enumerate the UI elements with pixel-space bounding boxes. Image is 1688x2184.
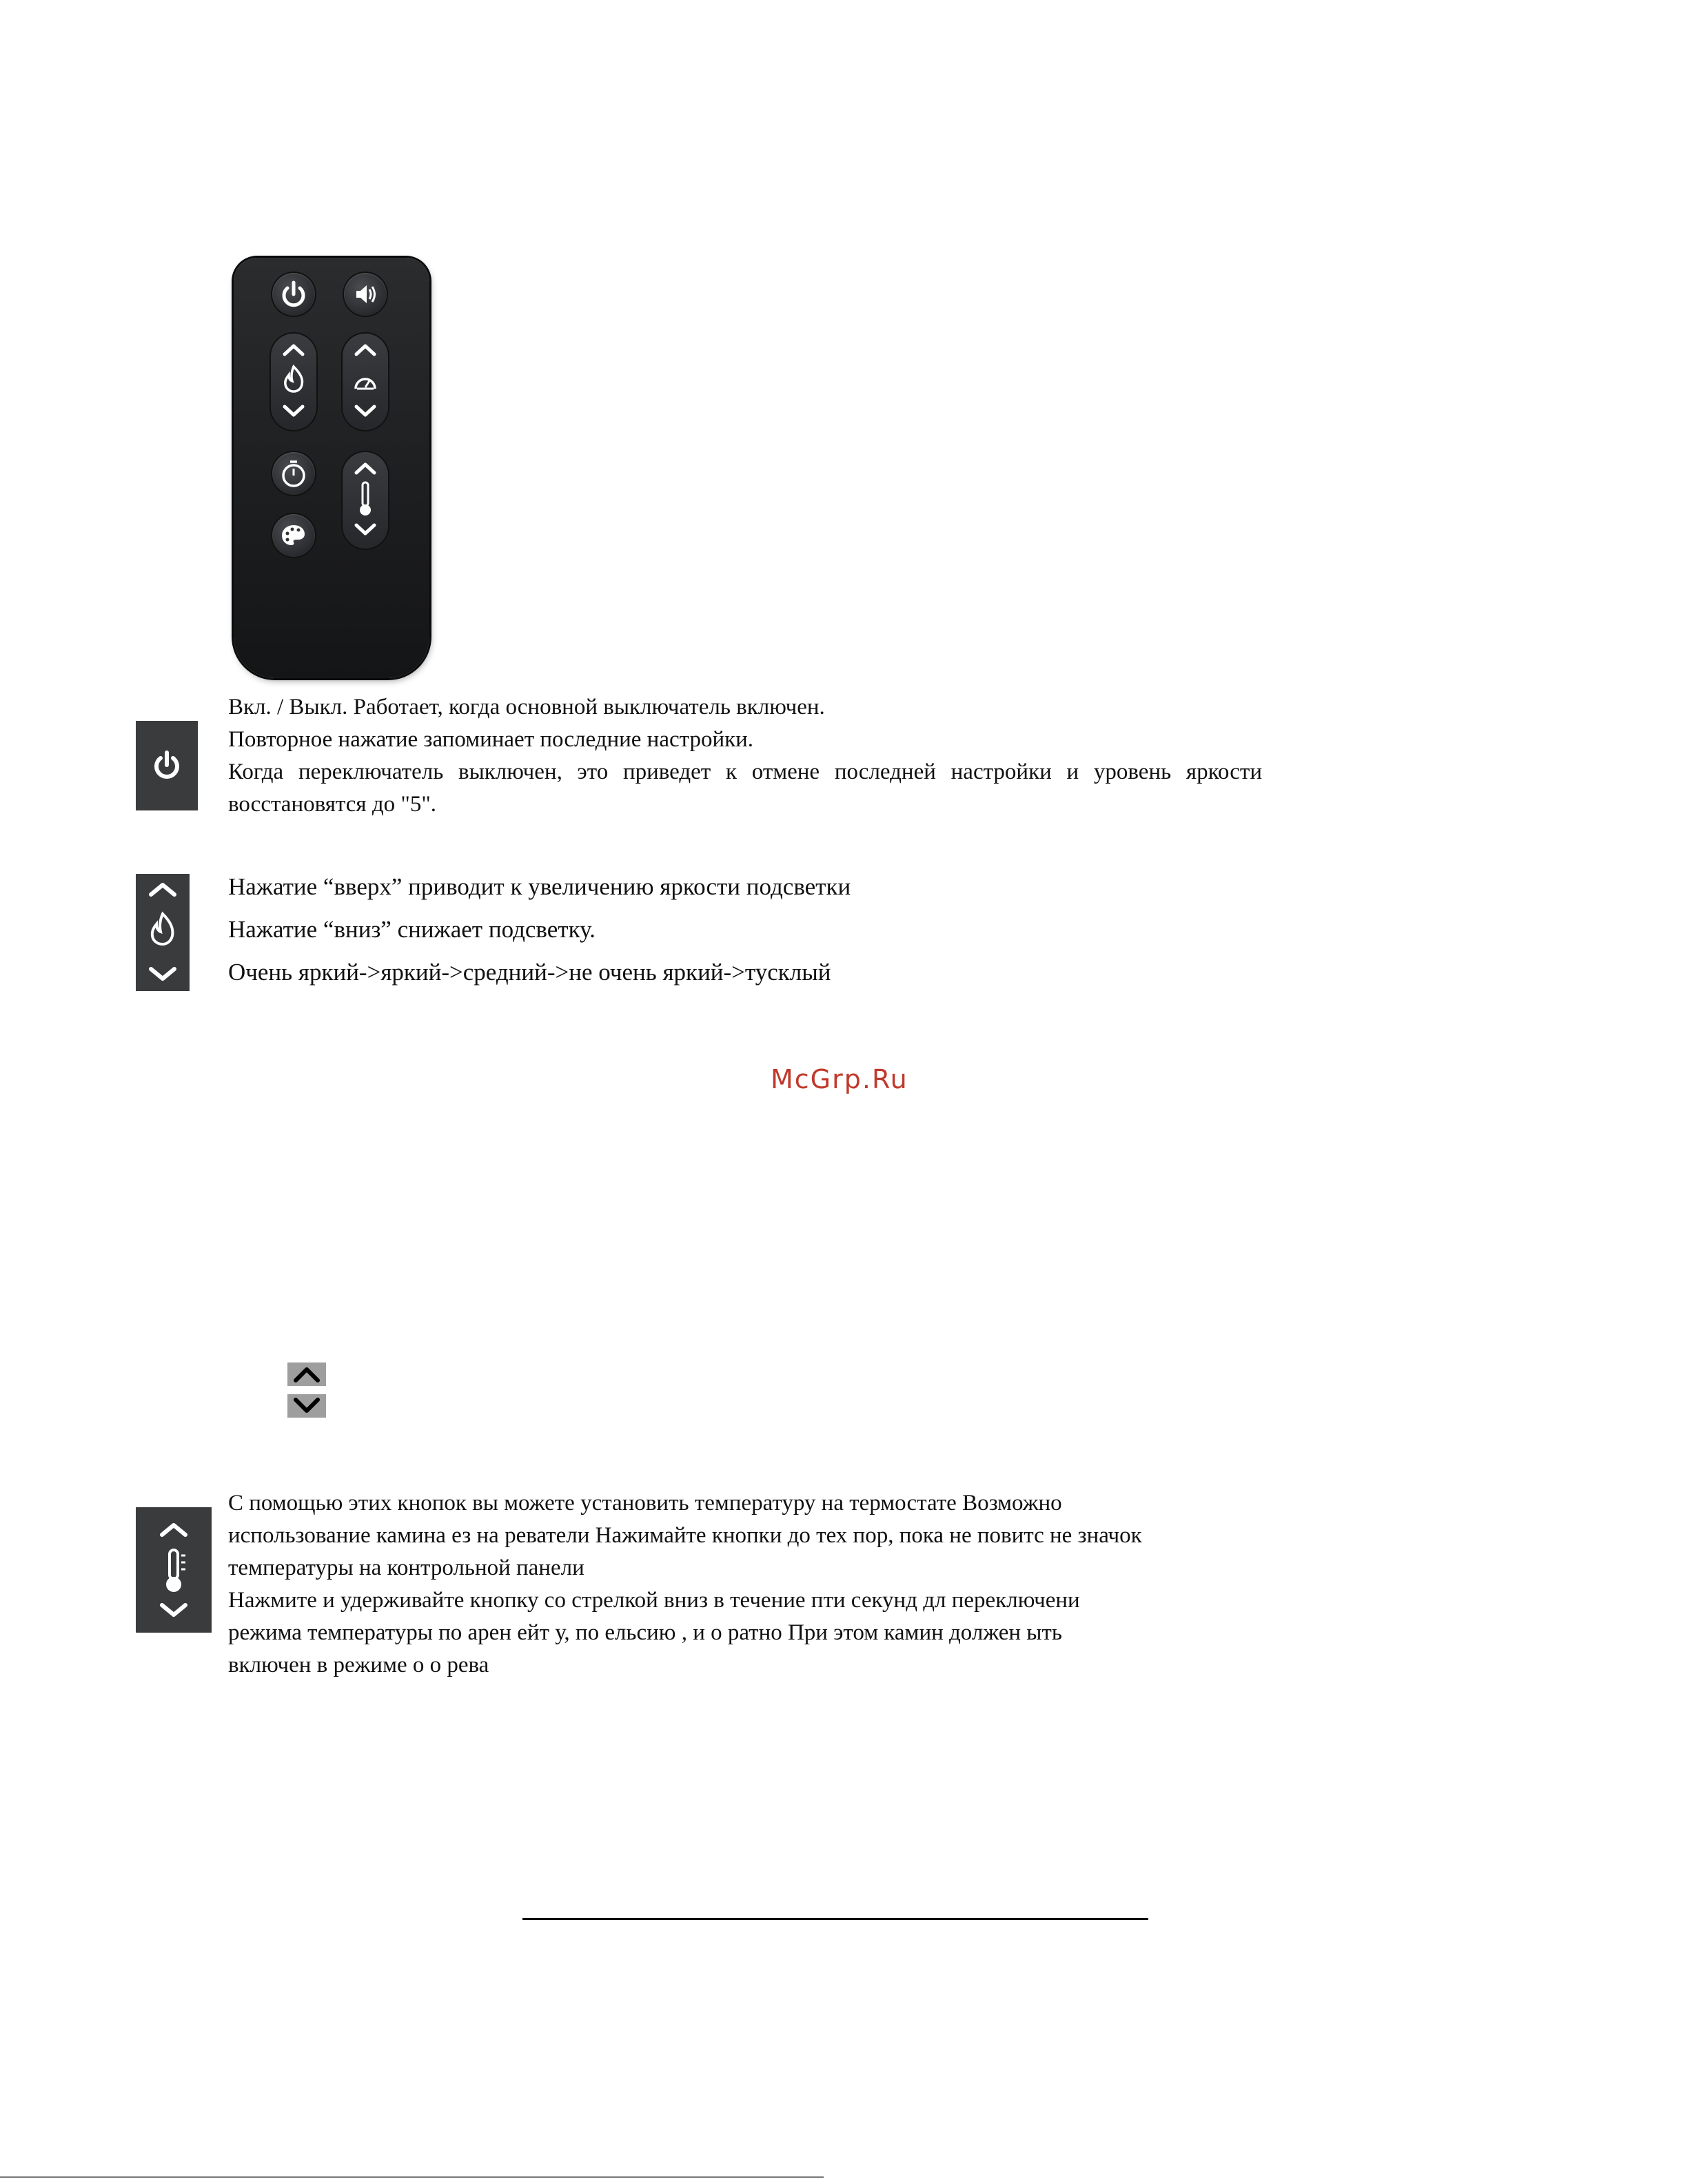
thermometer-updown-icon [136,1507,212,1633]
remote-timer-button[interactable] [272,452,315,495]
separator-line [522,1918,1148,1920]
text-line: Нажмите и удерживайте кнопку со стрелкой вниз в течение пти секунд дл переключени [228,1588,1080,1613]
thermometer-updown-tile [136,1507,212,1633]
remote-flame-pill[interactable] [271,334,316,430]
power-icon [272,273,315,316]
text-line: С помощью этих кнопок вы можете установить температуру на термостате Возможно [228,1491,1062,1515]
arrow-down-tile [287,1394,326,1418]
text-line: режима температуры по арен ейт у, по ельсию , и о ратно При этом камин должен ыть [228,1620,1062,1645]
text-line: использование камина ез на реватели Нажимайте кнопки до тех пор, пока не повитс не значок [228,1523,1142,1548]
text-line: Очень яркий->яркий->средний->не очень яркий->тусклый [228,959,831,986]
thermostat-description [228,1487,1142,1682]
remote-temperature-pill[interactable] [343,452,388,549]
speaker-icon [344,273,387,316]
text-line: Нажатие “вниз” снижает подсветку. [228,916,596,943]
timer-icon [272,452,315,495]
power-icon [136,721,198,810]
flame-updown-tile [136,874,190,991]
watermark: McGrp.Ru [771,1064,908,1094]
remote-color-button[interactable] [272,514,315,557]
power-description [228,691,1262,821]
page-bottom-line [0,2176,824,2178]
remote-speed-pill[interactable] [343,334,388,430]
power-icon-tile [136,721,198,810]
speedometer-icon [343,334,388,430]
text-line: температуры на контрольной панели [228,1555,584,1580]
text-line: Нажатие “вверх” приводит к увеличению яркости подсветки [228,873,851,900]
remote-control [234,258,429,678]
text-line: включен в режиме о о рева [228,1653,489,1677]
flame-icon [271,334,316,430]
text-line: Вкл. / Выкл. Работает, когда основной выключатель включен. [228,695,825,720]
palette-icon [272,514,315,557]
thermometer-icon [343,452,388,549]
chevron-down-icon [287,1394,326,1418]
remote-sound-button[interactable] [344,273,387,316]
text-line: Когда переключатель выключен, это приведет к отмене последней настройки и уровень яркости [228,759,1262,784]
flame-description [228,866,851,994]
text-line: Повторное нажатие запоминает последние настройки. [228,727,754,752]
remote-power-button[interactable] [272,273,315,316]
flame-updown-icon [136,874,190,991]
text-line: восстановятся до "5". [228,792,437,817]
chevron-up-icon [287,1363,326,1386]
arrow-up-tile [287,1363,326,1386]
